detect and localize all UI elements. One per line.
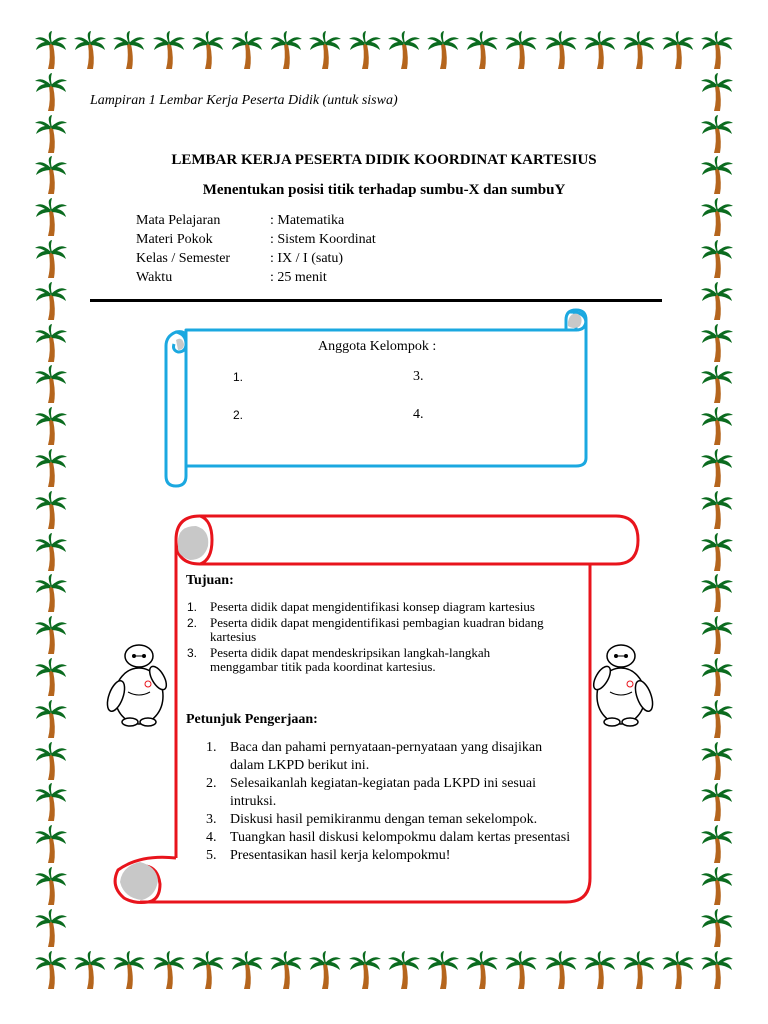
anggota-title: Anggota Kelompok : xyxy=(318,339,437,354)
meta-value: : Sistem Koordinat xyxy=(270,232,376,247)
member-slot-4: 4. xyxy=(413,407,424,422)
list-item xyxy=(185,646,560,674)
meta-label: Materi Pokok xyxy=(136,232,213,247)
meta-value: : 25 menit xyxy=(270,270,327,285)
robot-icon xyxy=(588,636,654,728)
list-text: Tuangkan hasil diskusi kelompokmu dalam kertas presentasi xyxy=(230,830,571,845)
page-title: LEMBAR KERJA PESERTA DIDIK KOORDINAT KARTESIUS xyxy=(171,152,597,168)
caption: Lampiran 1 Lembar Kerja Peserta Didik (untuk siswa) xyxy=(90,93,398,108)
list-text: Peserta didik dapat mengidentifikasi konsep diagram kartesius xyxy=(210,599,535,614)
petunjuk-list xyxy=(206,739,576,865)
meta-label: Mata Pelajaran xyxy=(136,213,221,228)
petunjuk-heading: Petunjuk Pengerjaan: xyxy=(186,712,318,727)
robot-icon xyxy=(106,636,172,728)
list-item xyxy=(206,829,576,847)
list-number: 2. xyxy=(187,616,198,630)
list-item xyxy=(206,847,576,865)
meta-value: : Matematika xyxy=(270,213,345,228)
tujuan-heading: Tujuan: xyxy=(186,573,234,588)
member-slot-1: 1. xyxy=(233,370,244,384)
list-number: 5. xyxy=(206,848,217,863)
list-number: 2. xyxy=(206,776,217,791)
member-slot-3: 3. xyxy=(413,369,424,384)
list-text: Presentasikan hasil kerja kelompokmu! xyxy=(230,848,451,863)
list-item xyxy=(206,739,576,775)
list-text: Baca dan pahami pernyataan-pernyataan yang disajikan dalam LKPD berikut ini. xyxy=(230,740,543,773)
list-item xyxy=(206,775,576,811)
list-item xyxy=(206,811,576,829)
list-number: 1. xyxy=(206,740,217,755)
meta-label: Kelas / Semester xyxy=(136,251,231,266)
list-number: 4. xyxy=(206,830,217,845)
tujuan-list xyxy=(185,600,560,676)
list-text: Peserta didik dapat mengidentifikasi pembagian kuadran bidang kartesius xyxy=(210,615,544,644)
list-text: Diskusi hasil pemikiranmu dengan teman sekelompok. xyxy=(230,812,538,827)
list-text: Selesaikanlah kegiatan-kegiatan pada LKPD ini sesuai intruksi. xyxy=(230,776,536,809)
list-number: 1. xyxy=(187,600,198,614)
meta-value: : IX / I (satu) xyxy=(270,251,344,266)
list-item xyxy=(185,616,560,644)
meta-label: Waktu xyxy=(136,270,173,285)
list-number: 3. xyxy=(206,812,217,827)
member-slot-2: 2. xyxy=(233,408,244,422)
page-subtitle: Menentukan posisi titik terhadap sumbu-X dan sumbuY xyxy=(202,182,566,198)
list-text: Peserta didik dapat mendeskripsikan langkah-langkah menggambar titik pada koordinat kartesius. xyxy=(210,645,491,674)
list-item xyxy=(185,600,560,614)
list-number: 3. xyxy=(187,646,198,660)
